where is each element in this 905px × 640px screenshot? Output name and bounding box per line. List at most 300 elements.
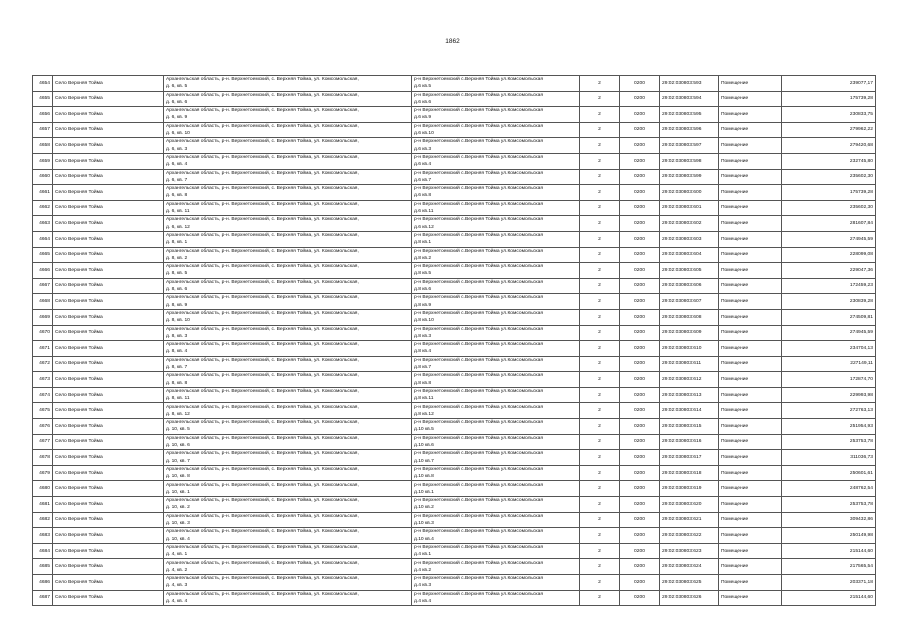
address-line-suffix: д. 8, кв. 8 xyxy=(166,380,188,386)
cadastral-value-cell: 251954,93 xyxy=(782,419,876,435)
address-line-prefix: р-н Верхнетоемский с.Верхняя Тойма ул.Комсомольская xyxy=(414,357,544,363)
cadastral-number-cell: 29:02:030803:624 xyxy=(660,559,719,575)
cadastral-value-cell: 215144,60 xyxy=(782,543,876,559)
short-address-cell xyxy=(412,590,580,606)
address-line-suffix: д. 6, кв. 11 xyxy=(166,209,190,215)
address-line-suffix: д.6 кв.12 xyxy=(414,224,434,230)
cadastral-number-cell: 29:02:030803:623 xyxy=(660,543,719,559)
full-address-cell xyxy=(164,356,412,372)
cadastral-number-cell: 29:02:030803:617 xyxy=(660,450,719,466)
row-number-cell: 4663 xyxy=(33,216,53,232)
address-line-prefix: р-н Верхнетоемский с.Верхняя Тойма ул.Комсомольская xyxy=(414,466,544,472)
short-address-cell xyxy=(412,450,580,466)
cadastral-number-cell: 29:02:030803:611 xyxy=(660,356,719,372)
settlement-cell: Село Верхняя Тойма xyxy=(53,76,164,92)
address-line-suffix: д.6 кв.11 xyxy=(414,209,434,215)
cadastral-number-cell: 29:02:030803:599 xyxy=(660,169,719,185)
cadastral-number-cell: 29:02:030803:594 xyxy=(660,91,719,107)
address-line-suffix: д. 8, кв. 9 xyxy=(166,302,188,308)
short-address-cell xyxy=(412,278,580,294)
table-row xyxy=(33,185,876,201)
address-line-prefix: р-н Верхнетоемский с.Верхняя Тойма ул.Комсомольская xyxy=(414,451,544,457)
code-cell: 0200 xyxy=(620,278,660,294)
address-line-suffix: д. 8, кв. 6 xyxy=(166,287,188,293)
cadastral-value-cell: 253753,78 xyxy=(782,434,876,450)
address-line-suffix: д. 10, кв. 4 xyxy=(166,536,190,542)
address-line-prefix: Архангельская область, р-н. Верхнетоемский, с. Верхняя Тойма, ул. Комсомольская, xyxy=(166,248,359,254)
cadastral-number-cell: 29:02:030803:605 xyxy=(660,263,719,279)
address-line-suffix: д.8 кв.1 xyxy=(414,240,432,246)
cadastral-number-cell: 29:02:030803:607 xyxy=(660,294,719,310)
short-address-cell xyxy=(412,387,580,403)
short-address-cell xyxy=(412,216,580,232)
short-address-cell xyxy=(412,309,580,325)
address-line-prefix: Архангельская область, р-н. Верхнетоемский, с. Верхняя Тойма, ул. Комсомольская, xyxy=(166,451,359,457)
address-line-suffix: д.10 кв.5 xyxy=(414,427,434,433)
address-line-suffix: д. 8, кв. 12 xyxy=(166,411,190,417)
address-line-prefix: р-н Верхнетоемский с.Верхняя Тойма ул.Комсомольская xyxy=(414,342,544,348)
address-line-suffix: д.10 кв.1 xyxy=(414,489,434,495)
address-line-suffix: д.10 кв.7 xyxy=(414,458,434,464)
code-cell: 0200 xyxy=(620,465,660,481)
cadastral-number-cell: 29:02:030803:621 xyxy=(660,512,719,528)
address-line-prefix: р-н Верхнетоемский с.Верхняя Тойма ул.Комсомольская xyxy=(414,155,544,161)
code-cell: 0200 xyxy=(620,419,660,435)
address-line-suffix: д. 8, кв. 3 xyxy=(166,333,188,339)
cadastral-value-cell: 229047,36 xyxy=(782,263,876,279)
cadastral-value-cell: 235602,30 xyxy=(782,200,876,216)
object-type-cell: Помещение xyxy=(719,543,782,559)
full-address-cell xyxy=(164,247,412,263)
address-line-suffix: д. 8, кв. 10 xyxy=(166,318,190,324)
full-address-cell xyxy=(164,169,412,185)
type-code-cell: 2 xyxy=(580,387,620,403)
settlement-cell: Село Верхняя Тойма xyxy=(53,528,164,544)
address-line-prefix: Архангельская область, р-н. Верхнетоемский, с. Верхняя Тойма, ул. Комсомольская, xyxy=(166,201,359,207)
address-line-prefix: Архангельская область, р-н. Верхнетоемский, с. Верхняя Тойма, ул. Комсомольская, xyxy=(166,560,359,566)
short-address-cell xyxy=(412,91,580,107)
address-line-prefix: Архангельская область, р-н. Верхнетоемский, с. Верхняя Тойма, ул. Комсомольская, xyxy=(166,498,359,504)
type-code-cell: 2 xyxy=(580,419,620,435)
short-address-cell xyxy=(412,341,580,357)
cadastral-value-cell: 274509,81 xyxy=(782,309,876,325)
type-code-cell: 2 xyxy=(580,512,620,528)
address-line-suffix: д.6 кв.10 xyxy=(414,131,434,137)
short-address-cell xyxy=(412,465,580,481)
cadastral-number-cell: 29:02:030803:610 xyxy=(660,341,719,357)
settlement-cell: Село Верхняя Тойма xyxy=(53,309,164,325)
row-number-cell: 4670 xyxy=(33,325,53,341)
code-cell: 0200 xyxy=(620,387,660,403)
address-line-prefix: Архангельская область, р-н. Верхнетоемский, с. Верхняя Тойма, ул. Комсомольская, xyxy=(166,279,359,285)
address-line-prefix: Архангельская область, р-н. Верхнетоемский, с. Верхняя Тойма, ул. Комсомольская, xyxy=(166,311,359,316)
short-address-cell xyxy=(412,497,580,513)
table-row xyxy=(33,403,876,419)
code-cell: 0200 xyxy=(620,107,660,123)
table-row xyxy=(33,372,876,388)
full-address-cell xyxy=(164,309,412,325)
full-address-cell xyxy=(164,434,412,450)
row-number-cell: 4678 xyxy=(33,450,53,466)
cadastral-value-cell: 311036,73 xyxy=(782,450,876,466)
address-line-suffix: д.8 кв.8 xyxy=(414,380,432,386)
settlement-cell: Село Верхняя Тойма xyxy=(53,263,164,279)
full-address-cell xyxy=(164,138,412,154)
type-code-cell: 2 xyxy=(580,169,620,185)
object-type-cell: Помещение xyxy=(719,575,782,591)
object-type-cell: Помещение xyxy=(719,481,782,497)
address-line-suffix: д. 10, кв. 8 xyxy=(166,474,190,480)
object-type-cell: Помещение xyxy=(719,216,782,232)
object-type-cell: Помещение xyxy=(719,294,782,310)
row-number-cell: 4684 xyxy=(33,543,53,559)
page-number: 1862 xyxy=(445,38,460,45)
table-row xyxy=(33,200,876,216)
row-number-cell: 4672 xyxy=(33,356,53,372)
full-address-cell xyxy=(164,263,412,279)
settlement-cell: Село Верхняя Тойма xyxy=(53,403,164,419)
address-line-prefix: Архангельская область, р-н. Верхнетоемский, с. Верхняя Тойма, ул. Комсомольская, xyxy=(166,170,359,176)
code-cell: 0200 xyxy=(620,512,660,528)
address-line-prefix: Архангельская область, р-н. Верхнетоемский, с. Верхняя Тойма, ул. Комсомольская, xyxy=(166,139,359,145)
code-cell: 0200 xyxy=(620,341,660,357)
address-line-prefix: р-н Верхнетоемский с.Верхняя Тойма ул.Комсомольская xyxy=(414,108,544,114)
code-cell: 0200 xyxy=(620,169,660,185)
type-code-cell: 2 xyxy=(580,153,620,169)
address-line-suffix: д. 8, кв. 7 xyxy=(166,364,188,370)
short-address-cell xyxy=(412,325,580,341)
settlement-cell: Село Верхняя Тойма xyxy=(53,387,164,403)
settlement-cell: Село Верхняя Тойма xyxy=(53,575,164,591)
address-line-prefix: Архангельская область, р-н. Верхнетоемский, с. Верхняя Тойма, ул. Комсомольская, xyxy=(166,388,359,394)
settlement-cell: Село Верхняя Тойма xyxy=(53,122,164,138)
code-cell: 0200 xyxy=(620,497,660,513)
address-line-suffix: д.6 кв.9 xyxy=(414,115,432,121)
object-type-cell: Помещение xyxy=(719,263,782,279)
address-line-prefix: Архангельская область, р-н. Верхнетоемский, с. Верхняя Тойма, ул. Комсомольская, xyxy=(166,435,359,441)
address-line-prefix: р-н Верхнетоемский с.Верхняя Тойма ул.Комсомольская xyxy=(414,560,544,566)
address-line-prefix: р-н Верхнетоемский с.Верхняя Тойма ул.Комсомольская xyxy=(414,295,544,301)
table-row xyxy=(33,107,876,123)
cadastral-value-cell: 215144,60 xyxy=(782,590,876,606)
object-type-cell: Помещение xyxy=(719,278,782,294)
address-line-suffix: д.10 кв.3 xyxy=(414,520,434,526)
row-number-cell: 4669 xyxy=(33,309,53,325)
address-line-prefix: Архангельская область, р-н. Верхнетоемский, с. Верхняя Тойма, ул. Комсомольская, xyxy=(166,404,359,410)
cadastral-number-cell: 29:02:030803:601 xyxy=(660,200,719,216)
type-code-cell: 2 xyxy=(580,356,620,372)
row-number-cell: 4680 xyxy=(33,481,53,497)
address-line-suffix: д. 10, кв. 5 xyxy=(166,427,190,433)
full-address-cell xyxy=(164,153,412,169)
type-code-cell: 2 xyxy=(580,263,620,279)
cadastral-number-cell: 29:02:030803:608 xyxy=(660,309,719,325)
code-cell: 0200 xyxy=(620,528,660,544)
row-number-cell: 4664 xyxy=(33,231,53,247)
settlement-cell: Село Верхняя Тойма xyxy=(53,419,164,435)
object-type-cell: Помещение xyxy=(719,138,782,154)
address-line-prefix: Архангельская область, р-н. Верхнетоемский, с. Верхняя Тойма, ул. Комсомольская, xyxy=(166,77,359,83)
table-row xyxy=(33,543,876,559)
cadastral-value-cell: 250601,61 xyxy=(782,465,876,481)
row-number-cell: 4677 xyxy=(33,434,53,450)
address-line-suffix: д.10 кв.8 xyxy=(414,474,434,480)
full-address-cell xyxy=(164,200,412,216)
row-number-cell: 4685 xyxy=(33,559,53,575)
address-line-suffix: д. 4, кв. 1 xyxy=(166,552,188,558)
table-row xyxy=(33,91,876,107)
address-line-prefix: р-н Верхнетоемский с.Верхняя Тойма ул.Комсомольская xyxy=(414,529,544,535)
table-row xyxy=(33,294,876,310)
settlement-cell: Село Верхняя Тойма xyxy=(53,325,164,341)
type-code-cell: 2 xyxy=(580,76,620,92)
full-address-cell xyxy=(164,341,412,357)
row-number-cell: 4679 xyxy=(33,465,53,481)
address-line-prefix: р-н Верхнетоемский с.Верхняя Тойма ул.Комсомольская xyxy=(414,576,544,582)
address-line-prefix: р-н Верхнетоемский с.Верхняя Тойма ул.Комсомольская xyxy=(414,435,544,441)
code-cell: 0200 xyxy=(620,356,660,372)
full-address-cell xyxy=(164,543,412,559)
cadastral-value-cell: 309432,86 xyxy=(782,512,876,528)
settlement-cell: Село Верхняя Тойма xyxy=(53,341,164,357)
table-row xyxy=(33,263,876,279)
cadastral-number-cell: 29:02:030803:604 xyxy=(660,247,719,263)
cadastral-value-cell: 230839,28 xyxy=(782,294,876,310)
type-code-cell: 2 xyxy=(580,309,620,325)
code-cell: 0200 xyxy=(620,590,660,606)
settlement-cell: Село Верхняя Тойма xyxy=(53,543,164,559)
type-code-cell: 2 xyxy=(580,465,620,481)
table-row xyxy=(33,153,876,169)
table-row xyxy=(33,590,876,606)
address-line-suffix: д. 8, кв. 4 xyxy=(166,349,188,355)
type-code-cell: 2 xyxy=(580,559,620,575)
short-address-cell xyxy=(412,153,580,169)
type-code-cell: 2 xyxy=(580,91,620,107)
table-row xyxy=(33,387,876,403)
object-type-cell: Помещение xyxy=(719,434,782,450)
settlement-cell: Село Верхняя Тойма xyxy=(53,153,164,169)
settlement-cell: Село Верхняя Тойма xyxy=(53,512,164,528)
address-line-suffix: д. 6, кв. 10 xyxy=(166,131,190,137)
code-cell: 0200 xyxy=(620,138,660,154)
object-type-cell: Помещение xyxy=(719,356,782,372)
cadastral-number-cell: 29:02:030803:616 xyxy=(660,434,719,450)
address-line-prefix: Архангельская область, р-н. Верхнетоемский, с. Верхняя Тойма, ул. Комсомольская, xyxy=(166,108,359,114)
address-line-suffix: д.6 кв.8 xyxy=(414,193,432,199)
row-number-cell: 4655 xyxy=(33,91,53,107)
type-code-cell: 2 xyxy=(580,575,620,591)
address-line-suffix: д. 6, кв. 12 xyxy=(166,224,190,230)
short-address-cell xyxy=(412,481,580,497)
type-code-cell: 2 xyxy=(580,247,620,263)
short-address-cell xyxy=(412,231,580,247)
object-type-cell: Помещение xyxy=(719,465,782,481)
address-line-prefix: Архангельская область, р-н. Верхнетоемский, с. Верхняя Тойма, ул. Комсомольская, xyxy=(166,233,359,239)
settlement-cell: Село Верхняя Тойма xyxy=(53,247,164,263)
address-line-prefix: р-н Верхнетоемский с.Верхняя Тойма ул.Комсомольская xyxy=(414,544,544,550)
row-number-cell: 4665 xyxy=(33,247,53,263)
cadastral-value-cell: 229993,98 xyxy=(782,387,876,403)
address-line-suffix: д. 8, кв. 2 xyxy=(166,255,188,261)
address-line-suffix: д.8 кв.4 xyxy=(414,349,432,355)
short-address-cell xyxy=(412,528,580,544)
short-address-cell xyxy=(412,543,580,559)
code-cell: 0200 xyxy=(620,481,660,497)
address-line-prefix: Архангельская область, р-н. Верхнетоемский, с. Верхняя Тойма, ул. Комсомольская, xyxy=(166,264,359,270)
settlement-cell: Село Верхняя Тойма xyxy=(53,356,164,372)
address-line-suffix: д. 4, кв. 3 xyxy=(166,583,188,589)
code-cell: 0200 xyxy=(620,76,660,92)
type-code-cell: 2 xyxy=(580,497,620,513)
short-address-cell xyxy=(412,200,580,216)
settlement-cell: Село Верхняя Тойма xyxy=(53,91,164,107)
table-row xyxy=(33,528,876,544)
address-line-prefix: р-н Верхнетоемский с.Верхняя Тойма ул.Комсомольская xyxy=(414,77,544,83)
full-address-cell xyxy=(164,481,412,497)
address-line-suffix: д. 6, кв. 4 xyxy=(166,162,188,168)
cadastral-value-cell: 274945,59 xyxy=(782,231,876,247)
object-type-cell: Помещение xyxy=(719,590,782,606)
address-line-prefix: Архангельская область, р-н. Верхнетоемский, с. Верхняя Тойма, ул. Комсомольская, xyxy=(166,357,359,363)
address-line-prefix: р-н Верхнетоемский с.Верхняя Тойма ул.Комсомольская xyxy=(414,591,544,597)
full-address-cell xyxy=(164,512,412,528)
type-code-cell: 2 xyxy=(580,231,620,247)
settlement-cell: Село Верхняя Тойма xyxy=(53,107,164,123)
cadastral-value-cell: 175739,28 xyxy=(782,185,876,201)
cadastral-number-cell: 29:02:030803:618 xyxy=(660,465,719,481)
cadastral-number-cell: 29:02:030803:595 xyxy=(660,107,719,123)
table-row xyxy=(33,575,876,591)
type-code-cell: 2 xyxy=(580,450,620,466)
code-cell: 0200 xyxy=(620,231,660,247)
code-cell: 0200 xyxy=(620,543,660,559)
full-address-cell xyxy=(164,387,412,403)
object-type-cell: Помещение xyxy=(719,325,782,341)
code-cell: 0200 xyxy=(620,200,660,216)
cadastral-value-table xyxy=(32,75,876,606)
table-row xyxy=(33,325,876,341)
type-code-cell: 2 xyxy=(580,341,620,357)
full-address-cell xyxy=(164,294,412,310)
row-number-cell: 4666 xyxy=(33,263,53,279)
cadastral-value-cell: 228099,08 xyxy=(782,247,876,263)
address-line-suffix: д.8 кв.6 xyxy=(414,287,432,293)
type-code-cell: 2 xyxy=(580,294,620,310)
short-address-cell xyxy=(412,372,580,388)
table-row xyxy=(33,465,876,481)
code-cell: 0200 xyxy=(620,559,660,575)
short-address-cell xyxy=(412,419,580,435)
address-line-prefix: Архангельская область, р-н. Верхнетоемский, с. Верхняя Тойма, ул. Комсомольская, xyxy=(166,529,359,535)
address-line-suffix: д.8 кв.11 xyxy=(414,396,434,402)
row-number-cell: 4676 xyxy=(33,419,53,435)
address-line-suffix: д. 6, кв. 6 xyxy=(166,99,188,105)
short-address-cell xyxy=(412,247,580,263)
short-address-cell xyxy=(412,559,580,575)
settlement-cell: Село Верхняя Тойма xyxy=(53,372,164,388)
cadastral-number-cell: 29:02:030803:593 xyxy=(660,76,719,92)
row-number-cell: 4674 xyxy=(33,387,53,403)
full-address-cell xyxy=(164,185,412,201)
address-line-suffix: д.8 кв.7 xyxy=(414,364,432,370)
full-address-cell xyxy=(164,325,412,341)
row-number-cell: 4661 xyxy=(33,185,53,201)
address-line-prefix: р-н Верхнетоемский с.Верхняя Тойма ул.Комсомольская xyxy=(414,404,544,410)
row-number-cell: 4687 xyxy=(33,590,53,606)
row-number-cell: 4686 xyxy=(33,575,53,591)
cadastral-value-cell: 217565,54 xyxy=(782,559,876,575)
short-address-cell xyxy=(412,138,580,154)
object-type-cell: Помещение xyxy=(719,419,782,435)
row-number-cell: 4659 xyxy=(33,153,53,169)
object-type-cell: Помещение xyxy=(719,91,782,107)
full-address-cell xyxy=(164,76,412,92)
row-number-cell: 4683 xyxy=(33,528,53,544)
address-line-prefix: Архангельская область, р-н. Верхнетоемский, с. Верхняя Тойма, ул. Комсомольская, xyxy=(166,513,359,519)
table-row xyxy=(33,356,876,372)
full-address-cell xyxy=(164,122,412,138)
cadastral-number-cell: 29:02:030803:620 xyxy=(660,497,719,513)
address-line-prefix: Архангельская область, р-н. Верхнетоемский, с. Верхняя Тойма, ул. Комсомольская, xyxy=(166,326,359,332)
short-address-cell xyxy=(412,185,580,201)
object-type-cell: Помещение xyxy=(719,309,782,325)
full-address-cell xyxy=(164,575,412,591)
object-type-cell: Помещение xyxy=(719,559,782,575)
settlement-cell: Село Верхняя Тойма xyxy=(53,497,164,513)
code-cell: 0200 xyxy=(620,325,660,341)
object-type-cell: Помещение xyxy=(719,387,782,403)
type-code-cell: 2 xyxy=(580,278,620,294)
full-address-cell xyxy=(164,216,412,232)
code-cell: 0200 xyxy=(620,91,660,107)
cadastral-number-cell: 29:02:030803:600 xyxy=(660,185,719,201)
table-row xyxy=(33,138,876,154)
table-row xyxy=(33,122,876,138)
cadastral-value-cell: 281607,84 xyxy=(782,216,876,232)
row-number-cell: 4671 xyxy=(33,341,53,357)
address-line-prefix: Архангельская область, р-н. Верхнетоемский, с. Верхняя Тойма, ул. Комсомольская, xyxy=(166,155,359,161)
cadastral-value-cell: 230833,75 xyxy=(782,107,876,123)
address-line-suffix: д. 6, кв. 8 xyxy=(166,193,188,199)
address-line-suffix: д.8 кв.3 xyxy=(414,333,432,339)
object-type-cell: Помещение xyxy=(719,403,782,419)
code-cell: 0200 xyxy=(620,372,660,388)
cadastral-number-cell: 29:02:030803:622 xyxy=(660,528,719,544)
code-cell: 0200 xyxy=(620,153,660,169)
cadastral-number-cell: 29:02:030803:612 xyxy=(660,372,719,388)
address-line-suffix: д.8 кв.9 xyxy=(414,302,432,308)
settlement-cell: Село Верхняя Тойма xyxy=(53,216,164,232)
type-code-cell: 2 xyxy=(580,185,620,201)
row-number-cell: 4658 xyxy=(33,138,53,154)
table-row xyxy=(33,419,876,435)
address-line-prefix: р-н Верхнетоемский с.Верхняя Тойма ул.Комсомольская xyxy=(414,217,544,223)
object-type-cell: Помещение xyxy=(719,450,782,466)
row-number-cell: 4660 xyxy=(33,169,53,185)
address-line-prefix: р-н Верхнетоемский с.Верхняя Тойма ул.Комсомольская xyxy=(414,264,544,270)
address-line-suffix: д. 8, кв. 5 xyxy=(166,271,188,277)
cadastral-value-cell: 274945,59 xyxy=(782,325,876,341)
row-number-cell: 4682 xyxy=(33,512,53,528)
full-address-cell xyxy=(164,590,412,606)
type-code-cell: 2 xyxy=(580,528,620,544)
address-line-suffix: д.6 кв.5 xyxy=(414,84,432,90)
object-type-cell: Помещение xyxy=(719,512,782,528)
type-code-cell: 2 xyxy=(580,122,620,138)
address-line-suffix: д.8 кв.12 xyxy=(414,411,434,417)
row-number-cell: 4673 xyxy=(33,372,53,388)
